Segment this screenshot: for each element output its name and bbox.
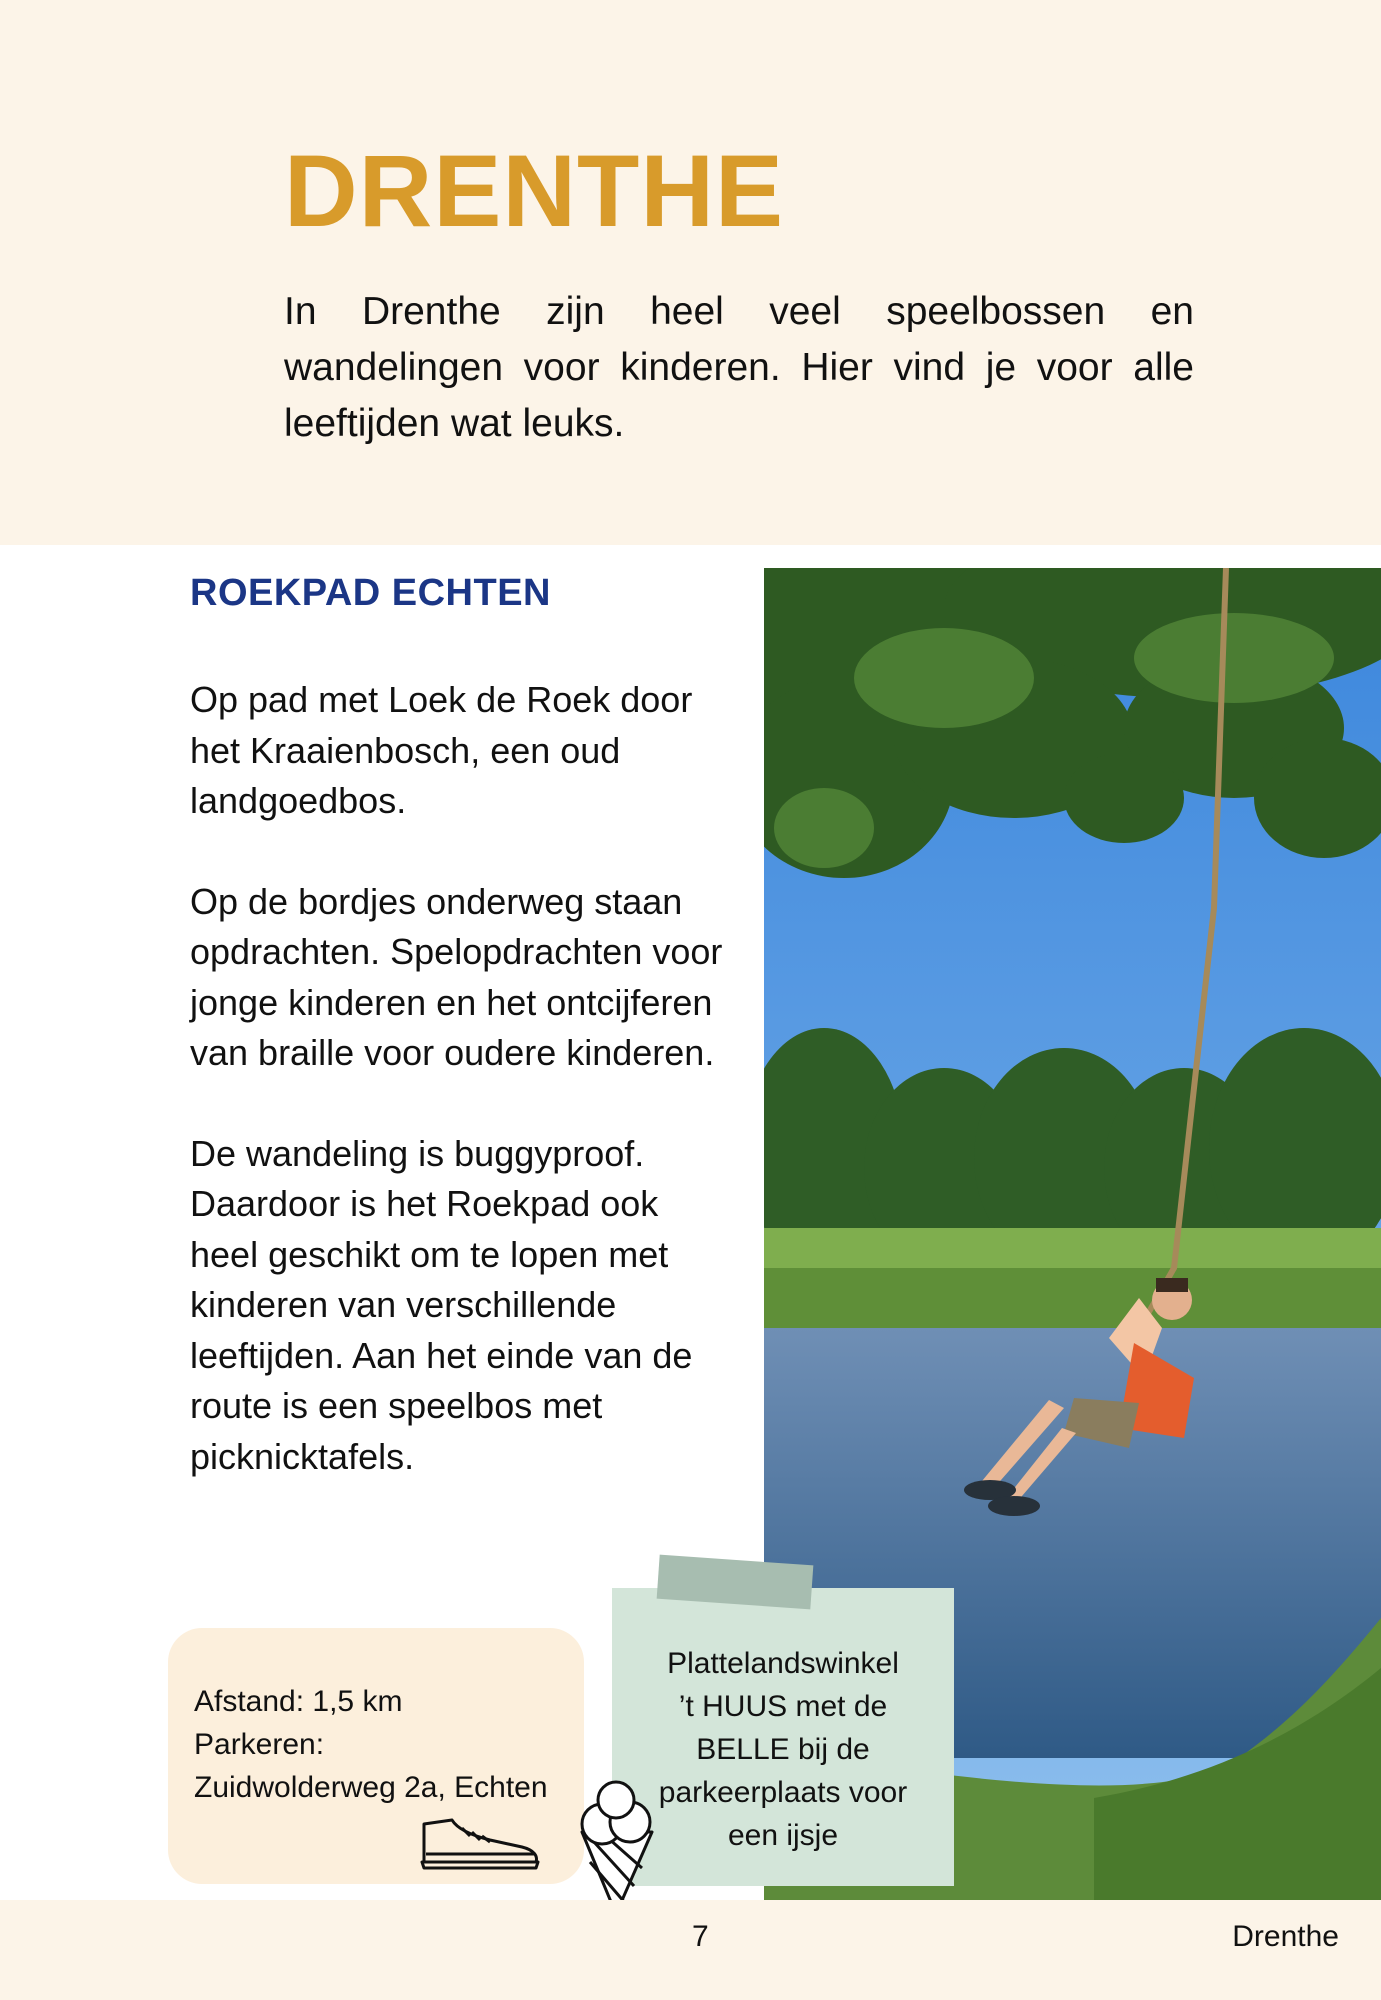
section-heading: ROEKPAD ECHTEN <box>190 572 551 614</box>
page-title: DRENTHE <box>284 134 785 248</box>
page-number: 7 <box>692 1920 709 1953</box>
footer-label: Drenthe <box>1232 1920 1339 1953</box>
paragraph: De wandeling is buggyproof. Daardoor is het Roekpad ook heel geschikt om te lopen met kinderen van verschillende leeftijden. Aan het einde van de route is een speelbos met picknicktafels. <box>190 1132 693 1477</box>
info-text <box>194 1680 548 1809</box>
note-line: parkeerplaats voor <box>658 1776 908 1809</box>
sneaker-icon <box>418 1814 542 1875</box>
note-line: Plattelandswinkel <box>667 1647 899 1680</box>
sticky-note <box>612 1588 954 1886</box>
intro-text: In Drenthe zijn heel veel speelbossen en wandelingen voor kinderen. Hier vind je voor alle leeftijden wat leuks. <box>284 290 1194 445</box>
paragraph: Op pad met Loek de Roek door het Kraaienbosch, een oud landgoedbos. <box>190 679 693 821</box>
footer-band <box>0 1900 1381 2000</box>
distance-text: Afstand: 1,5 km <box>194 1685 403 1718</box>
note-line: ’t HUUS met de <box>678 1690 888 1723</box>
header-band <box>0 0 1381 545</box>
note-text <box>612 1642 954 1857</box>
paragraph: Op de bordjes onderweg staan opdrachten. Spelopdrachten voor jonge kinderen en het ontcijferen van braille voor oudere kinderen. <box>190 880 723 1073</box>
info-box <box>168 1628 584 1884</box>
note-line: BELLE bij de <box>696 1733 870 1766</box>
section-body <box>190 675 730 1532</box>
note-line: een ijsje <box>727 1819 839 1852</box>
parking-address: Zuidwolderweg 2a, Echten <box>194 1771 548 1804</box>
parking-label: Parkeren: <box>194 1728 325 1761</box>
